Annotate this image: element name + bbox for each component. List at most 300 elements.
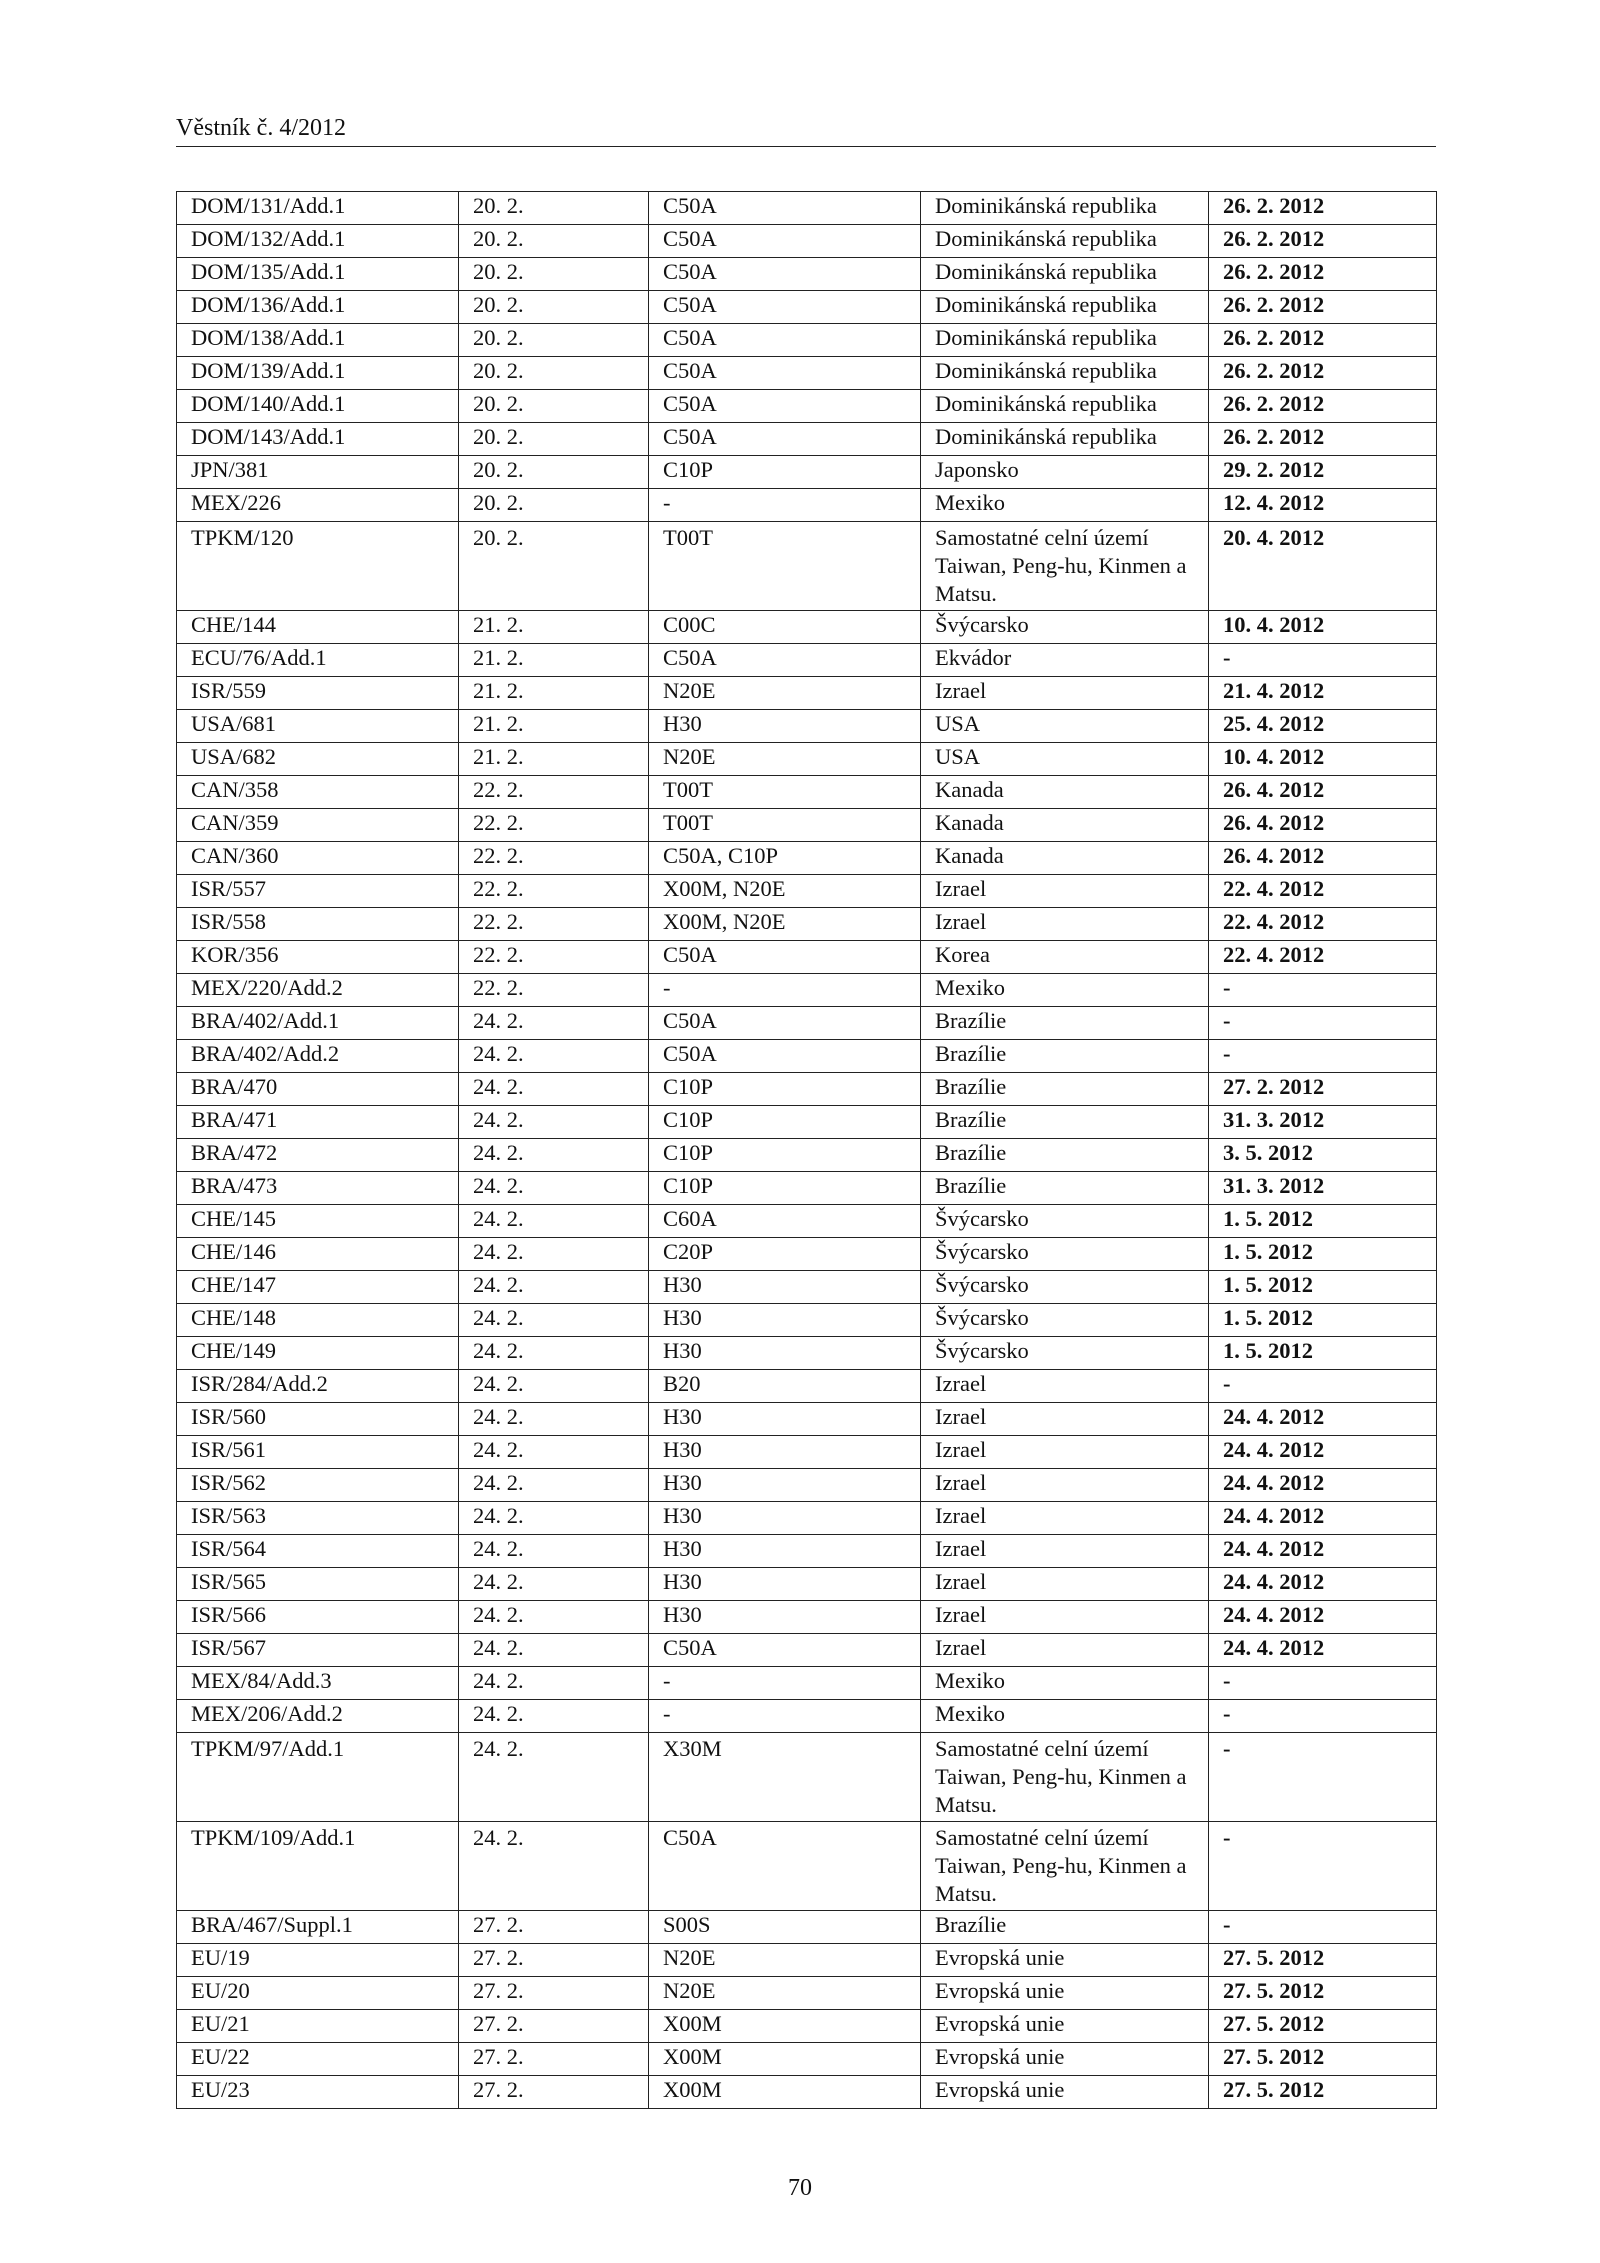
deadline-cell: - (1209, 1822, 1437, 1911)
country-cell: Dominikánská republika (921, 291, 1209, 324)
document-code-cell: DOM/140/Add.1 (177, 390, 459, 423)
deadline-cell: - (1209, 1911, 1437, 1944)
category-code-cell: N20E (649, 1977, 921, 2010)
date-cell: 20. 2. (459, 357, 649, 390)
country-cell: Dominikánská republika (921, 423, 1209, 456)
category-code-cell: C10P (649, 1106, 921, 1139)
document-code-cell: TPKM/109/Add.1 (177, 1822, 459, 1911)
country-cell: Izrael (921, 1502, 1209, 1535)
country-cell: Kanada (921, 842, 1209, 875)
country-cell: Evropská unie (921, 1977, 1209, 2010)
country-cell: Samostatné celní území Taiwan, Peng-hu, Kinmen a Matsu. (921, 1822, 1209, 1911)
document-code-cell: EU/20 (177, 1977, 459, 2010)
deadline-cell: 26. 4. 2012 (1209, 842, 1437, 875)
deadline-cell: - (1209, 1700, 1437, 1733)
deadline-cell: 24. 4. 2012 (1209, 1403, 1437, 1436)
deadline-cell: 26. 2. 2012 (1209, 423, 1437, 456)
deadline-cell: 26. 4. 2012 (1209, 776, 1437, 809)
country-cell: Švýcarsko (921, 1304, 1209, 1337)
category-code-cell: B20 (649, 1370, 921, 1403)
table-row (177, 1040, 1437, 1073)
category-code-cell: N20E (649, 1944, 921, 1977)
date-cell: 21. 2. (459, 611, 649, 644)
date-cell: 24. 2. (459, 1040, 649, 1073)
document-code-cell: ISR/567 (177, 1634, 459, 1667)
category-code-cell: C50A (649, 1007, 921, 1040)
country-cell: Švýcarsko (921, 1337, 1209, 1370)
date-cell: 24. 2. (459, 1304, 649, 1337)
document-code-cell: ISR/566 (177, 1601, 459, 1634)
country-cell: Brazílie (921, 1172, 1209, 1205)
country-cell: Brazílie (921, 1911, 1209, 1944)
deadline-cell: 22. 4. 2012 (1209, 908, 1437, 941)
date-cell: 27. 2. (459, 2010, 649, 2043)
date-cell: 24. 2. (459, 1667, 649, 1700)
country-cell: Izrael (921, 1469, 1209, 1502)
date-cell: 21. 2. (459, 710, 649, 743)
table-row (177, 1700, 1437, 1733)
table-row (177, 908, 1437, 941)
document-code-cell: ISR/559 (177, 677, 459, 710)
table-row (177, 974, 1437, 1007)
document-code-cell: USA/682 (177, 743, 459, 776)
category-code-cell: C50A, C10P (649, 842, 921, 875)
category-code-cell: H30 (649, 1469, 921, 1502)
category-code-cell: X00M (649, 2010, 921, 2043)
date-cell: 24. 2. (459, 1205, 649, 1238)
country-cell: Brazílie (921, 1040, 1209, 1073)
table-row (177, 842, 1437, 875)
country-cell: Mexiko (921, 489, 1209, 522)
deadline-cell: 26. 2. 2012 (1209, 291, 1437, 324)
table-row (177, 2076, 1437, 2109)
document-code-cell: CHE/144 (177, 611, 459, 644)
category-code-cell: C50A (649, 941, 921, 974)
category-code-cell: H30 (649, 1601, 921, 1634)
category-code-cell: X00M (649, 2043, 921, 2076)
category-code-cell: - (649, 1667, 921, 1700)
date-cell: 20. 2. (459, 390, 649, 423)
document-code-cell: BRA/402/Add.2 (177, 1040, 459, 1073)
date-cell: 22. 2. (459, 974, 649, 1007)
deadline-cell: 27. 5. 2012 (1209, 2076, 1437, 2109)
category-code-cell: X00M (649, 2076, 921, 2109)
document-code-cell: BRA/470 (177, 1073, 459, 1106)
table-row (177, 776, 1437, 809)
document-code-cell: USA/681 (177, 710, 459, 743)
category-code-cell: - (649, 974, 921, 1007)
document-code-cell: CHE/149 (177, 1337, 459, 1370)
category-code-cell: T00T (649, 522, 921, 611)
date-cell: 24. 2. (459, 1733, 649, 1822)
deadline-cell: 27. 5. 2012 (1209, 2010, 1437, 2043)
category-code-cell: C20P (649, 1238, 921, 1271)
country-cell: Izrael (921, 677, 1209, 710)
country-cell: Evropská unie (921, 2076, 1209, 2109)
document-code-cell: MEX/226 (177, 489, 459, 522)
deadline-cell: 27. 5. 2012 (1209, 1977, 1437, 2010)
table-row (177, 743, 1437, 776)
document-code-cell: MEX/206/Add.2 (177, 1700, 459, 1733)
date-cell: 21. 2. (459, 677, 649, 710)
date-cell: 20. 2. (459, 192, 649, 225)
date-cell: 20. 2. (459, 291, 649, 324)
category-code-cell: H30 (649, 1535, 921, 1568)
document-code-cell: JPN/381 (177, 456, 459, 489)
table-row (177, 258, 1437, 291)
country-cell: Kanada (921, 776, 1209, 809)
country-cell: Ekvádor (921, 644, 1209, 677)
category-code-cell: C50A (649, 390, 921, 423)
table-row (177, 390, 1437, 423)
table-row (177, 710, 1437, 743)
date-cell: 21. 2. (459, 644, 649, 677)
category-code-cell: T00T (649, 776, 921, 809)
table-row (177, 2010, 1437, 2043)
table-row (177, 875, 1437, 908)
deadline-cell: 26. 2. 2012 (1209, 258, 1437, 291)
document-code-cell: CHE/148 (177, 1304, 459, 1337)
category-code-cell: X00M, N20E (649, 875, 921, 908)
table-row (177, 2043, 1437, 2076)
date-cell: 24. 2. (459, 1337, 649, 1370)
deadline-cell: 24. 4. 2012 (1209, 1535, 1437, 1568)
document-code-cell: ECU/76/Add.1 (177, 644, 459, 677)
table-row (177, 1634, 1437, 1667)
table-row (177, 941, 1437, 974)
document-code-cell: TPKM/120 (177, 522, 459, 611)
category-code-cell: C10P (649, 456, 921, 489)
table-row (177, 1106, 1437, 1139)
table-row (177, 809, 1437, 842)
date-cell: 22. 2. (459, 842, 649, 875)
table-row (177, 1977, 1437, 2010)
date-cell: 27. 2. (459, 1977, 649, 2010)
country-cell: USA (921, 710, 1209, 743)
date-cell: 24. 2. (459, 1370, 649, 1403)
date-cell: 24. 2. (459, 1822, 649, 1911)
document-code-cell: CAN/360 (177, 842, 459, 875)
document-code-cell: CHE/147 (177, 1271, 459, 1304)
country-cell: Dominikánská republika (921, 258, 1209, 291)
document-code-cell: CAN/358 (177, 776, 459, 809)
document-code-cell: ISR/561 (177, 1436, 459, 1469)
category-code-cell: C50A (649, 225, 921, 258)
deadline-cell: 26. 2. 2012 (1209, 324, 1437, 357)
table-row (177, 1568, 1437, 1601)
country-cell: USA (921, 743, 1209, 776)
country-cell: Švýcarsko (921, 1238, 1209, 1271)
date-cell: 24. 2. (459, 1568, 649, 1601)
document-code-cell: BRA/467/Suppl.1 (177, 1911, 459, 1944)
table-row (177, 423, 1437, 456)
country-cell: Izrael (921, 1601, 1209, 1634)
table-row (177, 522, 1437, 611)
deadline-cell: 10. 4. 2012 (1209, 743, 1437, 776)
date-cell: 24. 2. (459, 1469, 649, 1502)
country-cell: Švýcarsko (921, 1205, 1209, 1238)
table-row (177, 324, 1437, 357)
deadline-cell: 22. 4. 2012 (1209, 941, 1437, 974)
country-cell: Izrael (921, 1568, 1209, 1601)
deadline-cell: 24. 4. 2012 (1209, 1502, 1437, 1535)
deadline-cell: 29. 2. 2012 (1209, 456, 1437, 489)
table-row (177, 1370, 1437, 1403)
date-cell: 20. 2. (459, 456, 649, 489)
deadline-cell: - (1209, 1733, 1437, 1822)
table-row (177, 1073, 1437, 1106)
deadline-cell: 26. 4. 2012 (1209, 809, 1437, 842)
date-cell: 24. 2. (459, 1007, 649, 1040)
deadline-cell: 22. 4. 2012 (1209, 875, 1437, 908)
document-code-cell: ISR/284/Add.2 (177, 1370, 459, 1403)
category-code-cell: T00T (649, 809, 921, 842)
date-cell: 20. 2. (459, 423, 649, 456)
date-cell: 24. 2. (459, 1700, 649, 1733)
page-header: Věstník č. 4/2012 (176, 114, 1436, 147)
deadline-cell: 31. 3. 2012 (1209, 1106, 1437, 1139)
deadline-cell: - (1209, 644, 1437, 677)
category-code-cell: H30 (649, 1304, 921, 1337)
document-code-cell: BRA/472 (177, 1139, 459, 1172)
category-code-cell: S00S (649, 1911, 921, 1944)
document-code-cell: ISR/563 (177, 1502, 459, 1535)
date-cell: 20. 2. (459, 324, 649, 357)
country-cell: Evropská unie (921, 2043, 1209, 2076)
category-code-cell: H30 (649, 710, 921, 743)
table-row (177, 1502, 1437, 1535)
date-cell: 22. 2. (459, 776, 649, 809)
country-cell: Izrael (921, 1403, 1209, 1436)
date-cell: 27. 2. (459, 2043, 649, 2076)
category-code-cell: C00C (649, 611, 921, 644)
document-code-cell: DOM/143/Add.1 (177, 423, 459, 456)
table-row (177, 456, 1437, 489)
document-code-cell: TPKM/97/Add.1 (177, 1733, 459, 1822)
document-code-cell: DOM/139/Add.1 (177, 357, 459, 390)
date-cell: 24. 2. (459, 1271, 649, 1304)
date-cell: 24. 2. (459, 1502, 649, 1535)
deadline-cell: 26. 2. 2012 (1209, 390, 1437, 423)
document-code-cell: DOM/136/Add.1 (177, 291, 459, 324)
deadline-cell: 24. 4. 2012 (1209, 1601, 1437, 1634)
document-code-cell: CAN/359 (177, 809, 459, 842)
country-cell: Kanada (921, 809, 1209, 842)
table-row (177, 1944, 1437, 1977)
category-code-cell: - (649, 489, 921, 522)
deadline-cell: 1. 5. 2012 (1209, 1238, 1437, 1271)
category-code-cell: X00M, N20E (649, 908, 921, 941)
date-cell: 27. 2. (459, 1911, 649, 1944)
country-cell: Izrael (921, 1370, 1209, 1403)
deadline-cell: 26. 2. 2012 (1209, 225, 1437, 258)
deadline-cell: 27. 5. 2012 (1209, 1944, 1437, 1977)
category-code-cell: H30 (649, 1568, 921, 1601)
document-code-cell: BRA/473 (177, 1172, 459, 1205)
document-code-cell: MEX/84/Add.3 (177, 1667, 459, 1700)
country-cell: Izrael (921, 1535, 1209, 1568)
country-cell: Dominikánská republika (921, 192, 1209, 225)
table-row (177, 1822, 1437, 1911)
country-cell: Mexiko (921, 1667, 1209, 1700)
document-code-cell: MEX/220/Add.2 (177, 974, 459, 1007)
date-cell: 24. 2. (459, 1436, 649, 1469)
country-cell: Evropská unie (921, 2010, 1209, 2043)
table-row (177, 489, 1437, 522)
table-row (177, 225, 1437, 258)
deadline-cell: 27. 2. 2012 (1209, 1073, 1437, 1106)
document-code-cell: DOM/132/Add.1 (177, 225, 459, 258)
records-table-body (177, 192, 1437, 2109)
table-row (177, 192, 1437, 225)
date-cell: 24. 2. (459, 1238, 649, 1271)
category-code-cell: H30 (649, 1436, 921, 1469)
country-cell: Mexiko (921, 1700, 1209, 1733)
document-code-cell: ISR/557 (177, 875, 459, 908)
country-cell: Dominikánská republika (921, 357, 1209, 390)
date-cell: 20. 2. (459, 489, 649, 522)
category-code-cell: C50A (649, 1822, 921, 1911)
category-code-cell: C10P (649, 1073, 921, 1106)
date-cell: 27. 2. (459, 1944, 649, 1977)
table-row (177, 1205, 1437, 1238)
category-code-cell: C10P (649, 1139, 921, 1172)
category-code-cell: H30 (649, 1337, 921, 1370)
table-row (177, 1337, 1437, 1370)
deadline-cell: 24. 4. 2012 (1209, 1436, 1437, 1469)
table-row (177, 1436, 1437, 1469)
date-cell: 22. 2. (459, 875, 649, 908)
document-code-cell: DOM/138/Add.1 (177, 324, 459, 357)
category-code-cell: H30 (649, 1403, 921, 1436)
category-code-cell: N20E (649, 743, 921, 776)
deadline-cell: 24. 4. 2012 (1209, 1469, 1437, 1502)
deadline-cell: 3. 5. 2012 (1209, 1139, 1437, 1172)
country-cell: Izrael (921, 908, 1209, 941)
deadline-cell: 1. 5. 2012 (1209, 1205, 1437, 1238)
country-cell: Brazílie (921, 1073, 1209, 1106)
category-code-cell: C50A (649, 1040, 921, 1073)
country-cell: Japonsko (921, 456, 1209, 489)
table-row (177, 677, 1437, 710)
category-code-cell: C50A (649, 1634, 921, 1667)
country-cell: Mexiko (921, 974, 1209, 1007)
deadline-cell: 20. 4. 2012 (1209, 522, 1437, 611)
date-cell: 24. 2. (459, 1139, 649, 1172)
country-cell: Izrael (921, 875, 1209, 908)
deadline-cell: 10. 4. 2012 (1209, 611, 1437, 644)
category-code-cell: H30 (649, 1271, 921, 1304)
table-row (177, 1535, 1437, 1568)
date-cell: 20. 2. (459, 522, 649, 611)
category-code-cell: C50A (649, 423, 921, 456)
document-code-cell: ISR/565 (177, 1568, 459, 1601)
deadline-cell: 1. 5. 2012 (1209, 1271, 1437, 1304)
date-cell: 22. 2. (459, 941, 649, 974)
date-cell: 27. 2. (459, 2076, 649, 2109)
date-cell: 24. 2. (459, 1535, 649, 1568)
date-cell: 21. 2. (459, 743, 649, 776)
table-row (177, 1733, 1437, 1822)
deadline-cell: 26. 2. 2012 (1209, 192, 1437, 225)
category-code-cell: C60A (649, 1205, 921, 1238)
country-cell: Evropská unie (921, 1944, 1209, 1977)
date-cell: 20. 2. (459, 258, 649, 291)
table-row (177, 1403, 1437, 1436)
date-cell: 24. 2. (459, 1106, 649, 1139)
country-cell: Švýcarsko (921, 611, 1209, 644)
table-row (177, 611, 1437, 644)
table-row (177, 1172, 1437, 1205)
country-cell: Brazílie (921, 1106, 1209, 1139)
document-code-cell: EU/21 (177, 2010, 459, 2043)
records-table (176, 191, 1437, 2109)
country-cell: Dominikánská republika (921, 324, 1209, 357)
category-code-cell: - (649, 1700, 921, 1733)
date-cell: 22. 2. (459, 809, 649, 842)
document-code-cell: EU/19 (177, 1944, 459, 1977)
document-code-cell: EU/23 (177, 2076, 459, 2109)
deadline-cell: 27. 5. 2012 (1209, 2043, 1437, 2076)
deadline-cell: 1. 5. 2012 (1209, 1337, 1437, 1370)
table-row (177, 1469, 1437, 1502)
document-code-cell: ISR/562 (177, 1469, 459, 1502)
country-cell: Korea (921, 941, 1209, 974)
document-code-cell: CHE/145 (177, 1205, 459, 1238)
deadline-cell: 24. 4. 2012 (1209, 1634, 1437, 1667)
deadline-cell: 24. 4. 2012 (1209, 1568, 1437, 1601)
deadline-cell: 21. 4. 2012 (1209, 677, 1437, 710)
category-code-cell: C50A (649, 258, 921, 291)
date-cell: 24. 2. (459, 1634, 649, 1667)
table-row (177, 1601, 1437, 1634)
table-row (177, 1271, 1437, 1304)
category-code-cell: C50A (649, 357, 921, 390)
category-code-cell: C50A (649, 324, 921, 357)
table-row (177, 1007, 1437, 1040)
country-cell: Dominikánská republika (921, 390, 1209, 423)
document-code-cell: BRA/471 (177, 1106, 459, 1139)
category-code-cell: C50A (649, 192, 921, 225)
table-row (177, 357, 1437, 390)
deadline-cell: - (1209, 1007, 1437, 1040)
document-code-cell: EU/22 (177, 2043, 459, 2076)
document-code-cell: DOM/135/Add.1 (177, 258, 459, 291)
country-cell: Dominikánská republika (921, 225, 1209, 258)
deadline-cell: 1. 5. 2012 (1209, 1304, 1437, 1337)
document-code-cell: ISR/558 (177, 908, 459, 941)
country-cell: Samostatné celní území Taiwan, Peng-hu, Kinmen a Matsu. (921, 522, 1209, 611)
page-number: 70 (788, 2175, 812, 2201)
deadline-cell: - (1209, 1370, 1437, 1403)
date-cell: 24. 2. (459, 1172, 649, 1205)
country-cell: Izrael (921, 1436, 1209, 1469)
country-cell: Brazílie (921, 1139, 1209, 1172)
document-code-cell: DOM/131/Add.1 (177, 192, 459, 225)
date-cell: 24. 2. (459, 1403, 649, 1436)
category-code-cell: C50A (649, 291, 921, 324)
category-code-cell: C50A (649, 644, 921, 677)
category-code-cell: X30M (649, 1733, 921, 1822)
deadline-cell: 31. 3. 2012 (1209, 1172, 1437, 1205)
table-row (177, 1911, 1437, 1944)
deadline-cell: - (1209, 1667, 1437, 1700)
table-row (177, 644, 1437, 677)
deadline-cell: - (1209, 1040, 1437, 1073)
document-code-cell: BRA/402/Add.1 (177, 1007, 459, 1040)
date-cell: 24. 2. (459, 1073, 649, 1106)
country-cell: Samostatné celní území Taiwan, Peng-hu, Kinmen a Matsu. (921, 1733, 1209, 1822)
